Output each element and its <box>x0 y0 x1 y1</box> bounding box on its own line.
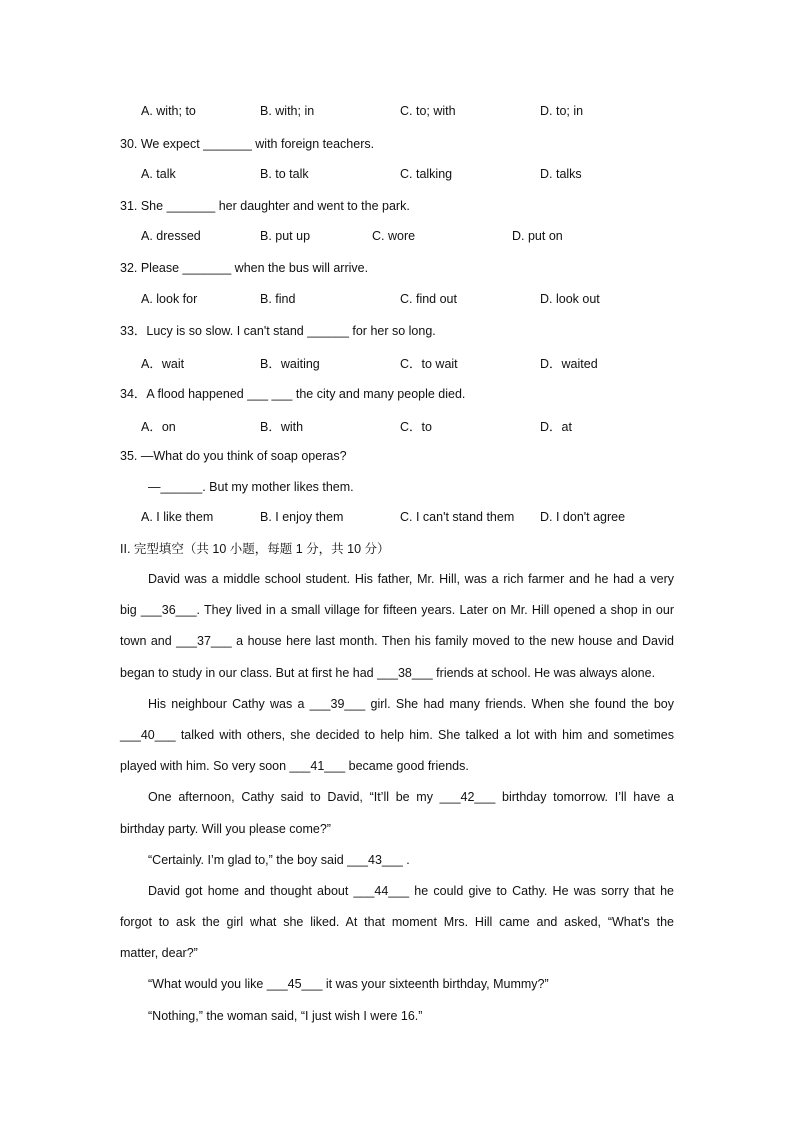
option-d: D. talks <box>540 167 582 181</box>
q33-stem: 33．Lucy is so slow. I can't stand ______ for her so long. <box>120 324 436 338</box>
q32-options <box>141 292 701 308</box>
q34-options <box>141 417 701 433</box>
option-a: A. with; to <box>141 104 196 118</box>
option-c: C. to; with <box>400 104 456 118</box>
option-c: C．to wait <box>400 357 458 371</box>
option-b: B. put up <box>260 229 311 243</box>
passage-line: One afternoon, Cathy said to David, “It’ll be my ___42___ birthday tomorrow. I’ll have a <box>148 790 674 805</box>
q35-stem: 35. —What do you think of soap operas? <box>120 449 347 463</box>
passage-line: birthday party. Will you please come?” <box>120 821 331 836</box>
option-c: C. talking <box>400 167 453 181</box>
option-a: A. I like them <box>141 510 214 524</box>
option-d: D．waited <box>540 357 598 371</box>
option-b: B. find <box>260 292 296 306</box>
option-b: B．with <box>260 420 304 434</box>
option-b: B. to talk <box>260 167 309 181</box>
option-c: C. wore <box>372 229 416 243</box>
option-d: D. to; in <box>540 104 584 118</box>
option-b: B. with; in <box>260 104 315 118</box>
q34-stem: 34．A flood happened ___ ___ the city and many people died. <box>120 387 466 401</box>
q30-stem: 30. We expect _______ with foreign teachers. <box>120 137 375 151</box>
option-a: A. talk <box>141 167 176 181</box>
passage-line: forgot to ask the girl what she liked. At that moment Mrs. Hill came and asked, “What's the <box>120 915 674 930</box>
q35-stem-reply: —______. But my mother likes them. <box>148 480 354 494</box>
q29-options <box>141 104 701 120</box>
q31-stem: 31. She _______ her daughter and went to the park. <box>120 199 410 213</box>
section-title: II. 完型填空（共 10 小题，每题 1 分，共 10 分） <box>120 542 390 556</box>
option-d: D. I don't agree <box>540 510 626 524</box>
option-b: B. I enjoy them <box>260 510 344 524</box>
passage-line: “What would you like ___45___ it was your sixteenth birthday, Mummy?” <box>148 977 549 992</box>
passage-line: ___40___ talked with others, she decided to help him. She talked a lot with him and sometimes <box>120 727 674 742</box>
passage-line: big ___36___. They lived in a small village for fifteen years. Later on Mr. Hill opened a shop in our <box>120 603 674 618</box>
option-a: A. look for <box>141 292 198 306</box>
q30-options <box>141 167 701 183</box>
option-a: A．on <box>141 420 176 434</box>
q33-options <box>141 354 701 370</box>
passage-line: began to study in our class. But at first he had ___38___ friends at school. He was always alone. <box>120 665 656 680</box>
option-b: B．waiting <box>260 357 320 371</box>
passage-line: played with him. So very soon ___41___ became good friends. <box>120 759 469 774</box>
option-c: C. find out <box>400 292 457 306</box>
q35-options <box>141 510 701 526</box>
passage-line: matter, dear?” <box>120 946 198 961</box>
passage <box>120 564 674 1032</box>
option-c: C. I can't stand them <box>400 510 515 524</box>
passage-line: David was a middle school student. His father, Mr. Hill, was a rich farmer and he had a very <box>148 572 674 586</box>
option-d: D. look out <box>540 292 600 306</box>
q32-stem: 32. Please _______ when the bus will arrive. <box>120 261 369 275</box>
q31-options <box>141 229 701 245</box>
passage-line: town and ___37___ a house here last month. Then his family moved to the new house and David <box>120 634 674 649</box>
passage-line: “Nothing,” the woman said, “I just wish I were 16.” <box>148 1008 423 1023</box>
option-a: A．wait <box>141 357 185 371</box>
passage-line: His neighbour Cathy was a ___39___ girl. She had many friends. When she found the boy <box>148 696 674 711</box>
option-d: D．at <box>540 420 572 434</box>
passage-line: David got home and thought about ___44___ he could give to Cathy. He was sorry that he <box>148 883 674 898</box>
passage-line: “Certainly. I’m glad to,” the boy said ___43___ . <box>148 852 410 867</box>
option-d: D. put on <box>512 229 563 243</box>
option-a: A. dressed <box>141 229 201 243</box>
option-c: C．to <box>400 420 432 434</box>
